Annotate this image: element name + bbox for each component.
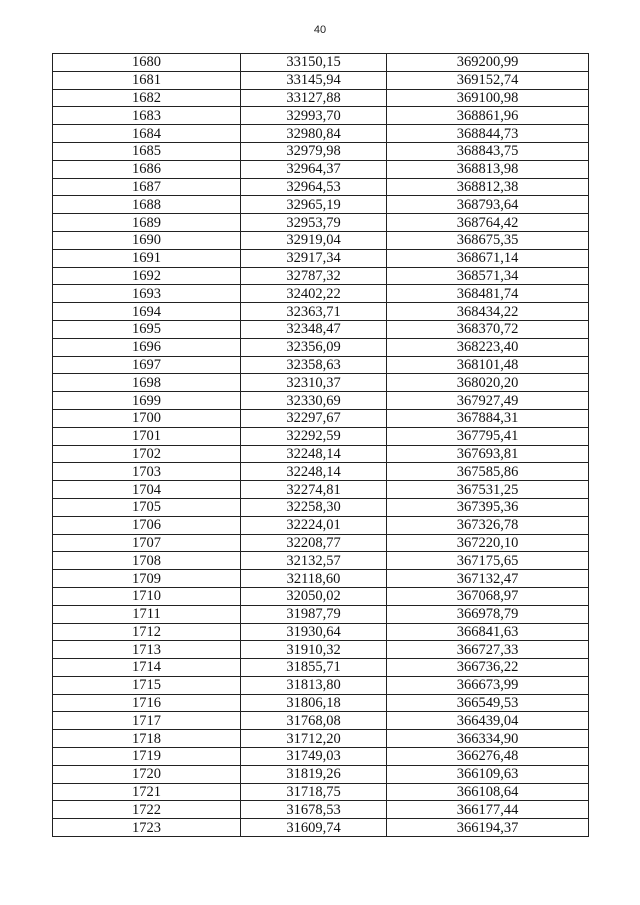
x-coordinate-cell: 31813,80	[241, 676, 387, 694]
x-coordinate-cell: 31806,18	[241, 694, 387, 712]
x-coordinate-cell: 32248,14	[241, 445, 387, 463]
point-number-cell: 1706	[53, 516, 241, 534]
point-number-cell: 1709	[53, 570, 241, 588]
table-row	[53, 605, 589, 623]
y-coordinate-cell: 366841,63	[387, 623, 589, 641]
point-number-cell: 1712	[53, 623, 241, 641]
table-row	[53, 249, 589, 267]
y-coordinate-cell: 366109,63	[387, 765, 589, 783]
point-number-cell: 1715	[53, 676, 241, 694]
y-coordinate-cell: 367884,31	[387, 409, 589, 427]
table-row	[53, 819, 589, 837]
table-row	[53, 427, 589, 445]
y-coordinate-cell: 368020,20	[387, 374, 589, 392]
y-coordinate-cell: 368481,74	[387, 285, 589, 303]
page-number: 40	[313, 24, 327, 36]
x-coordinate-cell: 31609,74	[241, 819, 387, 837]
y-coordinate-cell: 368223,40	[387, 338, 589, 356]
point-number-cell: 1714	[53, 659, 241, 677]
table-row	[53, 267, 589, 285]
point-number-cell: 1703	[53, 463, 241, 481]
y-coordinate-cell: 368813,98	[387, 160, 589, 178]
x-coordinate-cell: 32292,59	[241, 427, 387, 445]
point-number-cell: 1694	[53, 303, 241, 321]
x-coordinate-cell: 33127,88	[241, 89, 387, 107]
table-row	[53, 89, 589, 107]
table-row	[53, 214, 589, 232]
point-number-cell: 1704	[53, 481, 241, 499]
y-coordinate-cell: 366673,99	[387, 676, 589, 694]
table-row	[53, 409, 589, 427]
point-number-cell: 1718	[53, 730, 241, 748]
y-coordinate-cell: 367068,97	[387, 587, 589, 605]
point-number-cell: 1700	[53, 409, 241, 427]
x-coordinate-cell: 31749,03	[241, 748, 387, 766]
x-coordinate-cell: 32980,84	[241, 125, 387, 143]
table-row	[53, 498, 589, 516]
y-coordinate-cell: 368812,38	[387, 178, 589, 196]
x-coordinate-cell: 31930,64	[241, 623, 387, 641]
x-coordinate-cell: 32224,01	[241, 516, 387, 534]
x-coordinate-cell: 32979,98	[241, 142, 387, 160]
y-coordinate-cell: 367326,78	[387, 516, 589, 534]
x-coordinate-cell: 31987,79	[241, 605, 387, 623]
point-number-cell: 1708	[53, 552, 241, 570]
point-number-cell: 1697	[53, 356, 241, 374]
y-coordinate-cell: 367175,65	[387, 552, 589, 570]
table-row	[53, 801, 589, 819]
table-row	[53, 676, 589, 694]
point-number-cell: 1692	[53, 267, 241, 285]
point-number-cell: 1723	[53, 819, 241, 837]
y-coordinate-cell: 369200,99	[387, 54, 589, 72]
point-number-cell: 1711	[53, 605, 241, 623]
table-row	[53, 659, 589, 677]
x-coordinate-cell: 32993,70	[241, 107, 387, 125]
x-coordinate-cell: 32964,53	[241, 178, 387, 196]
x-coordinate-cell: 32330,69	[241, 392, 387, 410]
point-number-cell: 1721	[53, 783, 241, 801]
point-number-cell: 1687	[53, 178, 241, 196]
point-number-cell: 1722	[53, 801, 241, 819]
y-coordinate-cell: 368844,73	[387, 125, 589, 143]
point-number-cell: 1685	[53, 142, 241, 160]
x-coordinate-cell: 32310,37	[241, 374, 387, 392]
table-row	[53, 338, 589, 356]
y-coordinate-cell: 366177,44	[387, 801, 589, 819]
y-coordinate-cell: 368434,22	[387, 303, 589, 321]
y-coordinate-cell: 367531,25	[387, 481, 589, 499]
table-row	[53, 445, 589, 463]
x-coordinate-cell: 31768,08	[241, 712, 387, 730]
table-row	[53, 125, 589, 143]
y-coordinate-cell: 366334,90	[387, 730, 589, 748]
y-coordinate-cell: 366736,22	[387, 659, 589, 677]
coordinates-table-body	[53, 54, 589, 837]
y-coordinate-cell: 366549,53	[387, 694, 589, 712]
x-coordinate-cell: 32132,57	[241, 552, 387, 570]
point-number-cell: 1693	[53, 285, 241, 303]
table-row	[53, 374, 589, 392]
x-coordinate-cell: 32356,09	[241, 338, 387, 356]
point-number-cell: 1713	[53, 641, 241, 659]
table-row	[53, 587, 589, 605]
x-coordinate-cell: 32050,02	[241, 587, 387, 605]
y-coordinate-cell: 366439,04	[387, 712, 589, 730]
y-coordinate-cell: 368571,34	[387, 267, 589, 285]
point-number-cell: 1683	[53, 107, 241, 125]
point-number-cell: 1682	[53, 89, 241, 107]
table-row	[53, 303, 589, 321]
table-row	[53, 623, 589, 641]
y-coordinate-cell: 368843,75	[387, 142, 589, 160]
point-number-cell: 1701	[53, 427, 241, 445]
point-number-cell: 1680	[53, 54, 241, 72]
table-row	[53, 392, 589, 410]
point-number-cell: 1684	[53, 125, 241, 143]
y-coordinate-cell: 368861,96	[387, 107, 589, 125]
table-row	[53, 71, 589, 89]
y-coordinate-cell: 367585,86	[387, 463, 589, 481]
point-number-cell: 1689	[53, 214, 241, 232]
y-coordinate-cell: 369152,74	[387, 71, 589, 89]
point-number-cell: 1691	[53, 249, 241, 267]
x-coordinate-cell: 32358,63	[241, 356, 387, 374]
y-coordinate-cell: 366108,64	[387, 783, 589, 801]
point-number-cell: 1702	[53, 445, 241, 463]
table-row	[53, 320, 589, 338]
y-coordinate-cell: 369100,98	[387, 89, 589, 107]
y-coordinate-cell: 366276,48	[387, 748, 589, 766]
table-row	[53, 463, 589, 481]
point-number-cell: 1707	[53, 534, 241, 552]
table-row	[53, 516, 589, 534]
x-coordinate-cell: 32919,04	[241, 231, 387, 249]
x-coordinate-cell: 32787,32	[241, 267, 387, 285]
y-coordinate-cell: 367220,10	[387, 534, 589, 552]
x-coordinate-cell: 32274,81	[241, 481, 387, 499]
x-coordinate-cell: 32965,19	[241, 196, 387, 214]
point-number-cell: 1690	[53, 231, 241, 249]
table-row	[53, 107, 589, 125]
table-row	[53, 178, 589, 196]
x-coordinate-cell: 31855,71	[241, 659, 387, 677]
table-row	[53, 481, 589, 499]
x-coordinate-cell: 32964,37	[241, 160, 387, 178]
y-coordinate-cell: 366194,37	[387, 819, 589, 837]
point-number-cell: 1716	[53, 694, 241, 712]
x-coordinate-cell: 33150,15	[241, 54, 387, 72]
point-number-cell: 1686	[53, 160, 241, 178]
point-number-cell: 1696	[53, 338, 241, 356]
x-coordinate-cell: 31678,53	[241, 801, 387, 819]
table-row	[53, 641, 589, 659]
point-number-cell: 1710	[53, 587, 241, 605]
table-row	[53, 552, 589, 570]
table-row	[53, 231, 589, 249]
point-number-cell: 1720	[53, 765, 241, 783]
table-row	[53, 730, 589, 748]
x-coordinate-cell: 32402,22	[241, 285, 387, 303]
table-row	[53, 748, 589, 766]
y-coordinate-cell: 368370,72	[387, 320, 589, 338]
table-row	[53, 285, 589, 303]
x-coordinate-cell: 32258,30	[241, 498, 387, 516]
coordinates-table	[52, 53, 589, 837]
y-coordinate-cell: 367927,49	[387, 392, 589, 410]
table-row	[53, 534, 589, 552]
point-number-cell: 1717	[53, 712, 241, 730]
table-row	[53, 142, 589, 160]
y-coordinate-cell: 366727,33	[387, 641, 589, 659]
x-coordinate-cell: 31910,32	[241, 641, 387, 659]
point-number-cell: 1695	[53, 320, 241, 338]
x-coordinate-cell: 31819,26	[241, 765, 387, 783]
table-row	[53, 712, 589, 730]
x-coordinate-cell: 32118,60	[241, 570, 387, 588]
point-number-cell: 1688	[53, 196, 241, 214]
y-coordinate-cell: 366978,79	[387, 605, 589, 623]
y-coordinate-cell: 368101,48	[387, 356, 589, 374]
x-coordinate-cell: 31712,20	[241, 730, 387, 748]
y-coordinate-cell: 367132,47	[387, 570, 589, 588]
x-coordinate-cell: 31718,75	[241, 783, 387, 801]
point-number-cell: 1699	[53, 392, 241, 410]
point-number-cell: 1719	[53, 748, 241, 766]
x-coordinate-cell: 32953,79	[241, 214, 387, 232]
point-number-cell: 1681	[53, 71, 241, 89]
y-coordinate-cell: 367795,41	[387, 427, 589, 445]
x-coordinate-cell: 32348,47	[241, 320, 387, 338]
table-row	[53, 783, 589, 801]
x-coordinate-cell: 32208,77	[241, 534, 387, 552]
point-number-cell: 1705	[53, 498, 241, 516]
y-coordinate-cell: 367693,81	[387, 445, 589, 463]
table-row	[53, 196, 589, 214]
table-row	[53, 54, 589, 72]
y-coordinate-cell: 368793,64	[387, 196, 589, 214]
y-coordinate-cell: 368675,35	[387, 231, 589, 249]
table-row	[53, 160, 589, 178]
x-coordinate-cell: 32297,67	[241, 409, 387, 427]
table-row	[53, 765, 589, 783]
x-coordinate-cell: 32917,34	[241, 249, 387, 267]
point-number-cell: 1698	[53, 374, 241, 392]
table-row	[53, 694, 589, 712]
y-coordinate-cell: 368671,14	[387, 249, 589, 267]
x-coordinate-cell: 32248,14	[241, 463, 387, 481]
y-coordinate-cell: 368764,42	[387, 214, 589, 232]
y-coordinate-cell: 367395,36	[387, 498, 589, 516]
x-coordinate-cell: 33145,94	[241, 71, 387, 89]
table-row	[53, 356, 589, 374]
x-coordinate-cell: 32363,71	[241, 303, 387, 321]
table-row	[53, 570, 589, 588]
